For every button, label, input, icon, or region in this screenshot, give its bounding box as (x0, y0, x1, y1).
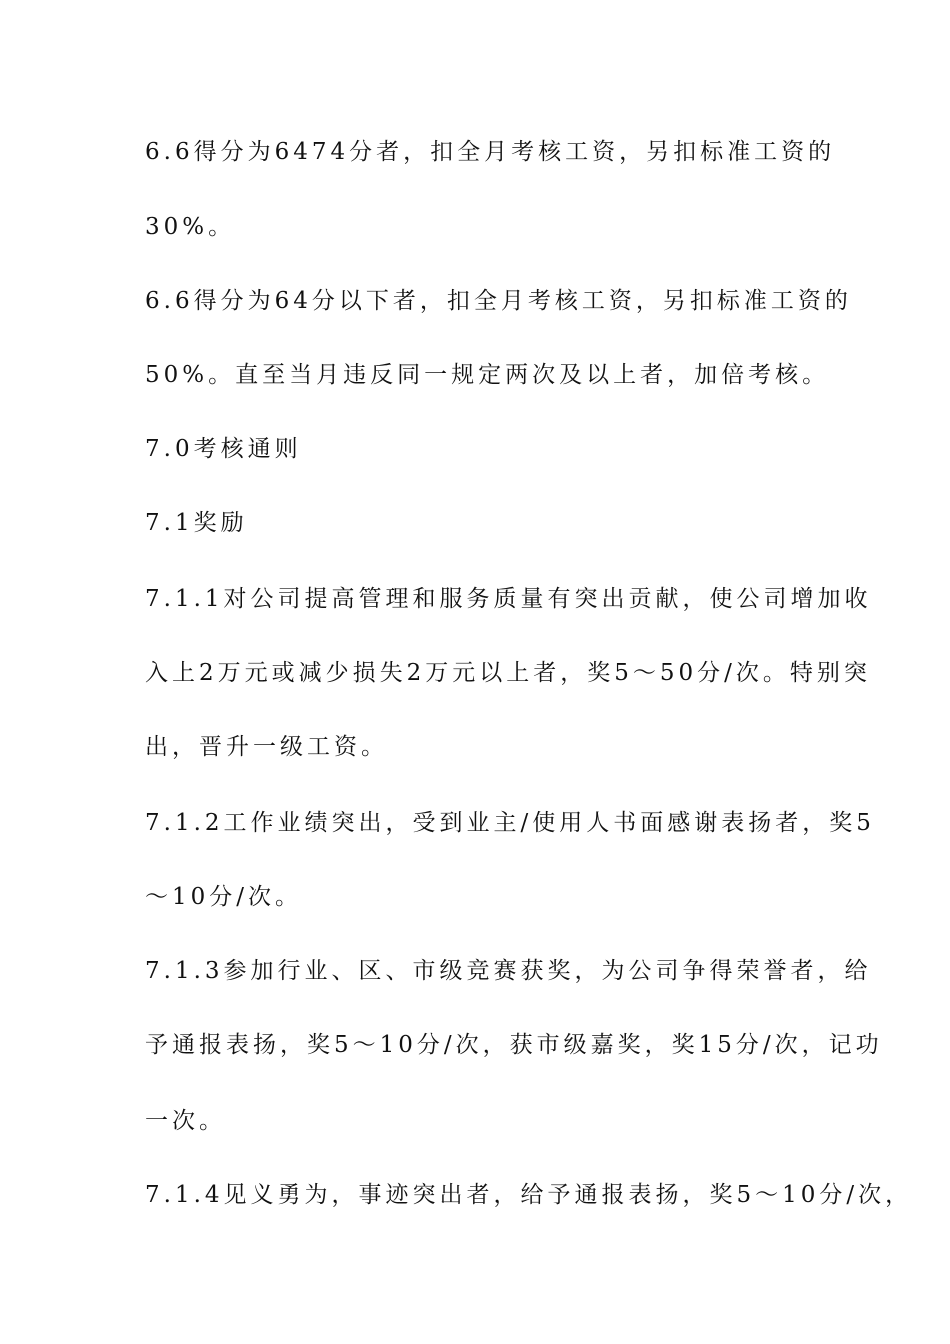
section-heading-7-1: 7.1奖励 (145, 510, 248, 536)
text-line-7-1-2-cont: ～10分/次。 (145, 884, 303, 910)
text-line-6-6-a: 6.6得分为6474分者，扣全月考核工资，另扣标准工资的 (145, 139, 836, 165)
text-line-6-6-a-cont: 30%。 (145, 214, 236, 240)
text-line-7-1-1-cont2: 出，晋升一级工资。 (145, 734, 388, 760)
text-line-6-6-b-cont: 50%。直至当月违反同一规定两次及以上者，加倍考核。 (145, 362, 830, 388)
text-line-7-1-1: 7.1.1对公司提高管理和服务质量有突出贡献，使公司增加收 (145, 586, 872, 612)
text-line-7-1-3-cont: 予通报表扬，奖5～10分/次，获市级嘉奖，奖15分/次，记功 (145, 1032, 883, 1058)
text-line-7-1-2: 7.1.2工作业绩突出，受到业主/使用人书面感谢表扬者，奖5 (145, 810, 875, 836)
text-line-7-1-3: 7.1.3参加行业、区、市级竞赛获奖，为公司争得荣誉者，给 (145, 958, 872, 984)
text-line-7-1-4: 7.1.4见义勇为，事迹突出者，给予通报表扬，奖5～10分/次， (145, 1182, 913, 1208)
text-line-6-6-b: 6.6得分为64分以下者，扣全月考核工资，另扣标准工资的 (145, 288, 852, 314)
text-line-7-1-1-cont: 入上2万元或减少损失2万元以上者，奖5～50分/次。特别突 (145, 660, 871, 686)
section-heading-7-0: 7.0考核通则 (145, 436, 302, 462)
text-line-7-1-3-cont2: 一次。 (145, 1108, 226, 1134)
